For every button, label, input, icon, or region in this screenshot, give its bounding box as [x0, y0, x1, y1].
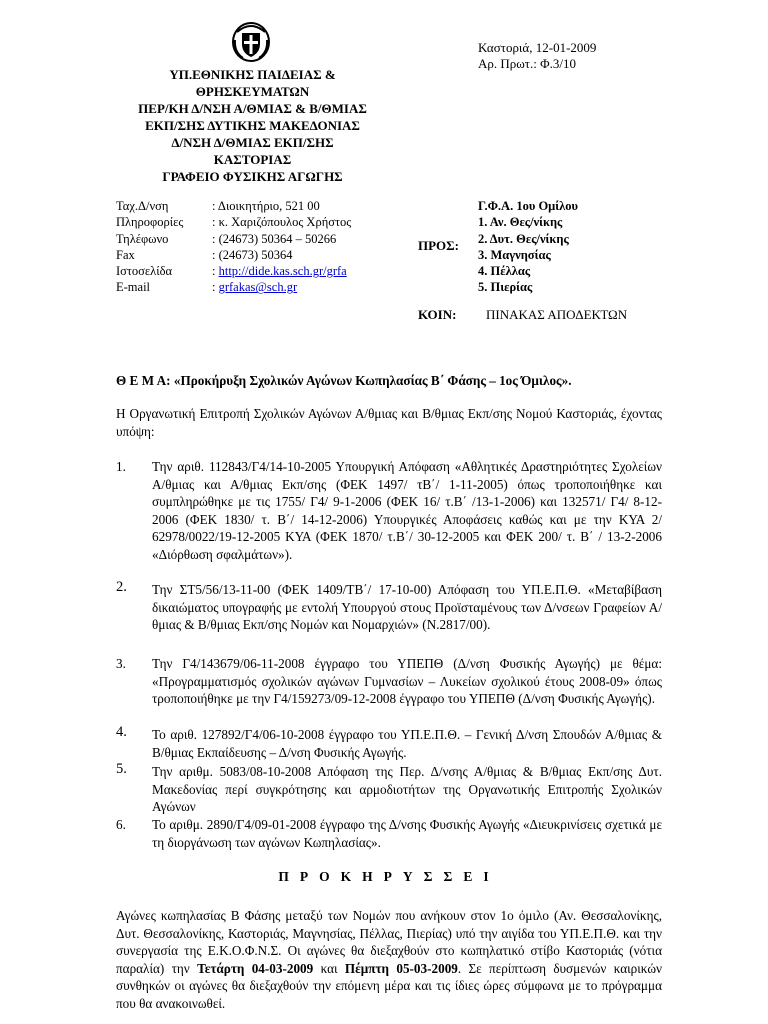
item-text: Την Γ4/143679/06-11-2008 έγγραφο του ΥΠΕΠΘ (Δ/νση Φυσικής Αγωγής) με θέμα: «Προγραμματισμός σχολικών αγώνων Γυμνασίων – Λυκείων σχολικού έτους 2008-09» όπως τροποποιήθηκε με την Γ4/159273/09-12-2008 έγγραφο του ΥΠΕΠΘ (Δ/νση Φυσικής Αγωγής).	[152, 656, 662, 707]
header-line: ΚΑΣΤΟΡΙΑΣ	[213, 152, 292, 167]
recipient: 1. Αν. Θες/νίκης	[478, 215, 563, 230]
contact-row	[116, 231, 351, 247]
item-number: 1.	[116, 459, 126, 474]
closing-text: . Σε περίπτωση δυσμενών καιρικών συνθηκών οι αγώνες θα διεξαχθούν την επόμενη μέρα και τις ίδιες ώρες σύμφωνα με το πρόγραμμα που θα ανακοινωθεί.	[116, 960, 662, 1011]
greek-emblem-icon	[231, 22, 271, 62]
list-item	[116, 763, 662, 816]
date-protocol	[478, 40, 596, 72]
list-item	[116, 816, 662, 851]
email-link[interactable]: grfakas@sch.gr	[218, 280, 298, 295]
date-thursday: Πέμπτη 05-03-2009	[344, 960, 458, 976]
intro-paragraph: Η Οργανωτική Επιτροπή Σχολικών Αγώνων Α/θμιας και Β/θμιας Εκπ/σης Νομού Καστοριάς, έχοντας υπόψη:	[116, 406, 662, 439]
subject-line: Θ Ε Μ Α: «Προκήρυξη Σχολικών Αγώνων Κωπηλασίας Β΄ Φάσης – 1ος Όμιλος».	[116, 373, 572, 388]
contact-separator: :	[212, 264, 219, 279]
recipient: 4. Πέλλας	[478, 264, 531, 279]
protocol-number: Αρ. Πρωτ.: Φ.3/10	[478, 56, 577, 71]
contact-label: Τηλέφωνο	[116, 231, 169, 246]
recipient: Γ.Φ.Α. 1ου Ομίλου	[478, 199, 579, 213]
contact-row	[116, 263, 351, 279]
item-text: Το αριθμ. 2890/Γ4/09-01-2008 έγγραφο της Δ/νσης Φυσικής Αγωγής «Διευκρινίσεις σχετικά με τη διοργάνωση των αγώνων Κωπηλασίας».	[152, 817, 662, 850]
closing-text: Αγώνες κωπηλασίας Β Φάσης μεταξύ των Νομών που ανήκουν στον 1ο όμιλο (Αν. Θεσσαλονίκης, Δυτ. Θεσσαλονίκης, Καστοριάς, Μαγνησίας, Πέλλας, Πιερίας) υπό την αιγίδα του ΥΠ.Ε.Π.Θ. και την συνεργασία της Ε.Κ.Ο.Φ.Ν.Σ. Οι αγώνες θα διεξαχθούν στο κωπηλατικό στίβο Καστοριάς (νότια παραλία) την	[116, 908, 662, 976]
contact-row	[116, 198, 351, 214]
item-number: 6.	[116, 817, 126, 832]
proclaim-heading: ΠΡΟΚΗΡΥΣΣΕΙ	[278, 869, 500, 884]
header-line: ΠΕΡ/ΚΗ Δ/ΝΣΗ Α/ΘΜΙΑΣ & Β/ΘΜΙΑΣ	[138, 101, 367, 116]
recipient: 2. Δυτ. Θες/νίκης	[478, 231, 569, 246]
closing-paragraph	[116, 907, 662, 1013]
header-line: ΥΠ.ΕΘΝΙΚΗΣ ΠΑΙΔΕΙΑΣ &	[169, 67, 336, 82]
pros-label: ΠΡΟΣ:	[418, 238, 459, 253]
contact-label: Ιστοσελίδα	[116, 264, 173, 279]
header-line: ΘΡΗΣΚΕΥΜΑΤΩΝ	[195, 84, 310, 99]
contact-value: : Διοικητήριο, 521 00	[212, 199, 320, 213]
item-text: Την αριθ. 112843/Γ4/14-10-2005 Υπουργική Απόφαση «Αθλητικές Δραστηριότητες Σχολείων Α/θμιας και Α/θμιας Εκπ/σης (ΦΕΚ 1497/ τΒ΄/ 1-11-2005) όπως τροποποιήθηκε και συμπληρώθηκε με τις 1755/ Γ4/ 9-1-2006 (ΦΕΚ 16/ τ.Β΄ /13-1-2006) και 132571/ Γ4/ 8-12-2006 (ΦΕΚ 1830/ τ. Β΄/ 14-12-2006) Υπουργικές Αποφάσεις καθώς και με την ΚΥΑ 2/ 62978/0022/19-12-2005 ΚΥΑ (ΦΕΚ 1870/ τ.Β΄/ 30-12-2005 και ΦΕΚ 200/ τ. Β΄ / 13-2-2006 «Διόρθωση σφαλμάτων»).	[152, 459, 662, 562]
contact-row	[116, 247, 351, 263]
closing-text: και	[313, 960, 345, 976]
contact-row	[116, 214, 351, 230]
issuer-header	[110, 66, 395, 185]
contact-value: : (24673) 50364	[212, 247, 293, 262]
list-item	[116, 655, 662, 726]
item-number: 2.	[116, 579, 127, 595]
item-text: Το αριθ. 127892/Γ4/06-10-2008 έγγραφο του ΥΠ.Ε.Π.Θ. – Γενική Δ/νση Σπουδών Α/θμιας & Β/θμιας Εκπαίδευσης – Δ/νση Φυσικής Αγωγής.	[152, 727, 662, 760]
contact-row	[116, 279, 351, 295]
contact-label: Ταχ.Δ/νση	[116, 199, 169, 213]
date-wednesday: Τετάρτη 04-03-2009	[197, 960, 314, 976]
item-text: Την αριθμ. 5083/08-10-2008 Απόφαση της Περ. Δ/νσης Α/θμιας & Β/θμιας Εκπ/σης Δυτ. Μακεδονίας περί συγκρότησης και αρμοδιοτήτων της Οργανωτικής Επιτροπής Σχολικών Αγώνων	[152, 764, 662, 815]
item-number: 4.	[116, 724, 127, 740]
header-line: Δ/ΝΣΗ Δ/ΘΜΙΑΣ ΕΚΠ/ΣΗΣ	[171, 135, 334, 150]
recipients-list	[478, 198, 578, 296]
contact-value: : (24673) 50364 – 50266	[212, 231, 337, 246]
website-link[interactable]: http://dide.kas.sch.gr/grfa	[218, 264, 347, 279]
contact-label: Fax	[116, 247, 135, 262]
document-date: Καστοριά, 12-01-2009	[478, 40, 597, 55]
header-line: ΓΡΑΦΕΙΟ ΦΥΣΙΚΗΣ ΑΓΩΓΗΣ	[162, 169, 343, 184]
considerations-list	[116, 458, 662, 851]
recipient: 3. Μαγνησίας	[478, 247, 551, 262]
contact-info	[116, 198, 351, 296]
header-line: ΕΚΠ/ΣΗΣ ΔΥΤΙΚΗΣ ΜΑΚΕΔΟΝΙΑΣ	[145, 118, 360, 133]
contact-separator: :	[212, 280, 219, 295]
koin-label: ΚΟΙΝ:	[418, 307, 457, 322]
contact-value: : κ. Χαριζόπουλος Χρήστος	[212, 215, 352, 230]
contact-label: E-mail	[116, 280, 151, 295]
recipient: 5. Πιερίας	[478, 280, 533, 295]
contact-label: Πληροφορίες	[116, 215, 184, 230]
koin-value: ΠΙΝΑΚΑΣ ΑΠΟΔΕΚΤΩΝ	[486, 307, 628, 322]
list-item	[116, 581, 662, 655]
list-item	[116, 726, 662, 763]
item-number: 3.	[116, 656, 126, 671]
item-text: Την ΣΤ5/56/13-11-00 (ΦΕΚ 1409/ΤΒ΄/ 17-10-00) Απόφαση του ΥΠ.Ε.Π.Θ. «Μεταβίβαση δικαιώματος υπογραφής με εντολή Υπουργού στους Προϊσταμένους των Δ/νσεων Γραφείων Α/θμιας & Β/θμιας Εκπ/σης Νομών και Νομαρχιών» (Ν.2817/00).	[152, 582, 662, 633]
item-number: 5.	[116, 761, 127, 777]
list-item	[116, 458, 662, 581]
